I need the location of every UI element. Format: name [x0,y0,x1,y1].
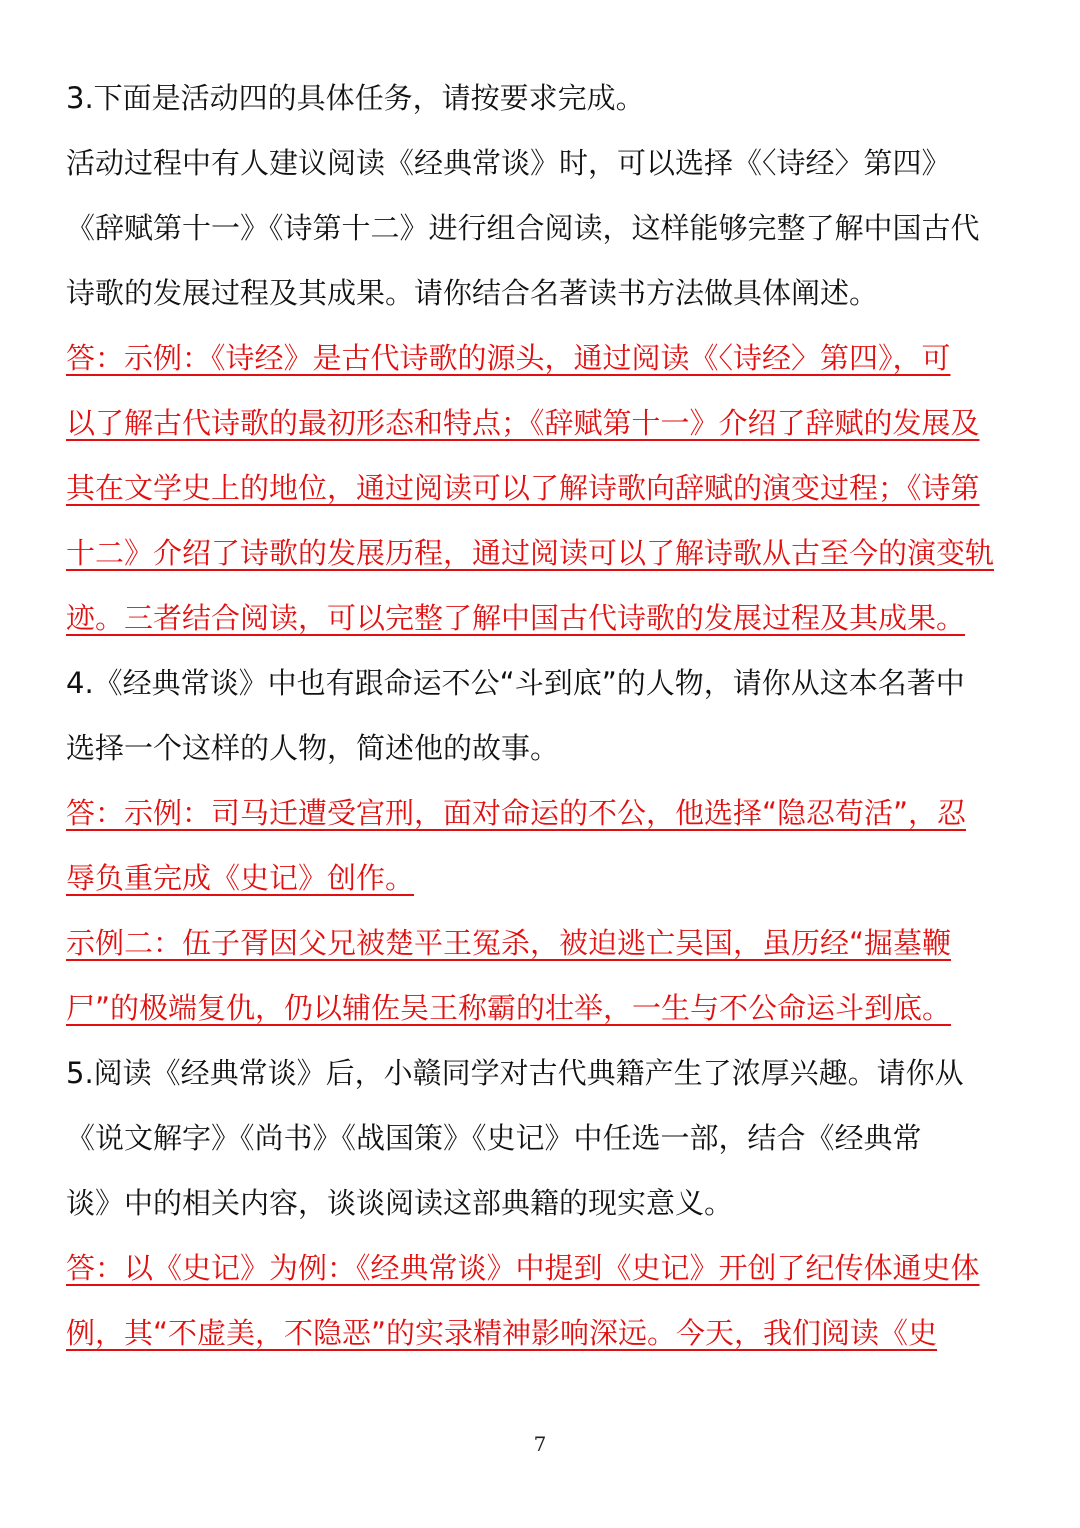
answer-3-text-3: 其在文学史上的地位，通过阅读可以了解诗歌向辞赋的演变过程；《诗第 [66,471,980,505]
question-4-line-2: 选择一个这样的人物，简述他的故事。 [66,731,560,765]
question-5-line-1: 5.阅读《经典常谈》后，小赣同学对古代典籍产生了浓厚兴趣。请你从 [66,1056,964,1090]
answer-5-line-1 [66,1236,1006,1301]
answer-4-text-2: 辱负重完成《史记》创作。 [66,861,415,895]
answer-3-line-1 [66,326,1006,391]
answer-4-text-3: 示例二：伍子胥因父兄被楚平王冤杀，被迫逃亡吴国，虽历经“掘墓鞭 [66,926,952,960]
answer-4-line-1 [66,781,1006,846]
answer-4-line-3 [66,911,1006,976]
answer-3-text-2: 以了解古代诗歌的最初形态和特点；《辞赋第十一》介绍了辞赋的发展及 [66,406,980,440]
question-3-line-4: 诗歌的发展过程及其成果。请你结合名著读书方法做具体阐述。 [66,276,879,310]
answer-3-text-4: 十二》介绍了诗歌的发展历程，通过阅读可以了解诗歌从古至今的演变轨 [66,536,995,570]
answer-3-text-1: 答：示例：《诗经》是古代诗歌的源头，通过阅读《〈诗经〉第四》，可 [66,341,951,375]
answer-5-text-1: 答：以《史记》为例：《经典常谈》中提到《史记》开创了纪传体通史体 [66,1251,980,1285]
question-5-line-3: 谈》中的相关内容，谈谈阅读这部典籍的现实意义。 [66,1186,734,1220]
answer-3-text-5: 迹。三者结合阅读，可以完整了解中国古代诗歌的发展过程及其成果。 [66,601,966,635]
answer-3-line-4 [66,521,1006,586]
question-3-line-3: 《辞赋第十一》《诗第十二》进行组合阅读，这样能够完整了解中国古代 [66,211,980,245]
answer-3-line-3 [66,456,1006,521]
answer-3-line-2 [66,391,1006,456]
question-3-line-1: 3.下面是活动四的具体任务，请按要求完成。 [66,81,645,115]
answer-5-text-2: 例，其“不虚美，不隐恶”的实录精神影响深远。今天，我们阅读《史 [66,1316,938,1350]
question-5-line-2: 《说文解字》《尚书》《战国策》《史记》中任选一部，结合《经典常 [66,1121,922,1155]
answer-4-text-4: 尸”的极端复仇，仍以辅佐吴王称霸的壮举，一生与不公命运斗到底。 [66,991,952,1025]
question-3-line-2: 活动过程中有人建议阅读《经典常谈》时，可以选择《〈诗经〉第四》 [66,146,951,180]
document-body [66,66,1006,1366]
page-number: 7 [533,1432,547,1456]
answer-4-line-2 [66,846,1006,911]
answer-4-line-4 [66,976,1006,1041]
answer-5-line-2 [66,1301,1006,1366]
question-4-line-1: 4.《经典常谈》中也有跟命运不公“斗到底”的人物，请你从这本名著中 [66,666,965,700]
answer-4-text-1: 答：示例：司马迁遭受宫刑，面对命运的不公，他选择“隐忍苟活”，忍 [66,796,967,830]
answer-3-line-5 [66,586,1006,651]
